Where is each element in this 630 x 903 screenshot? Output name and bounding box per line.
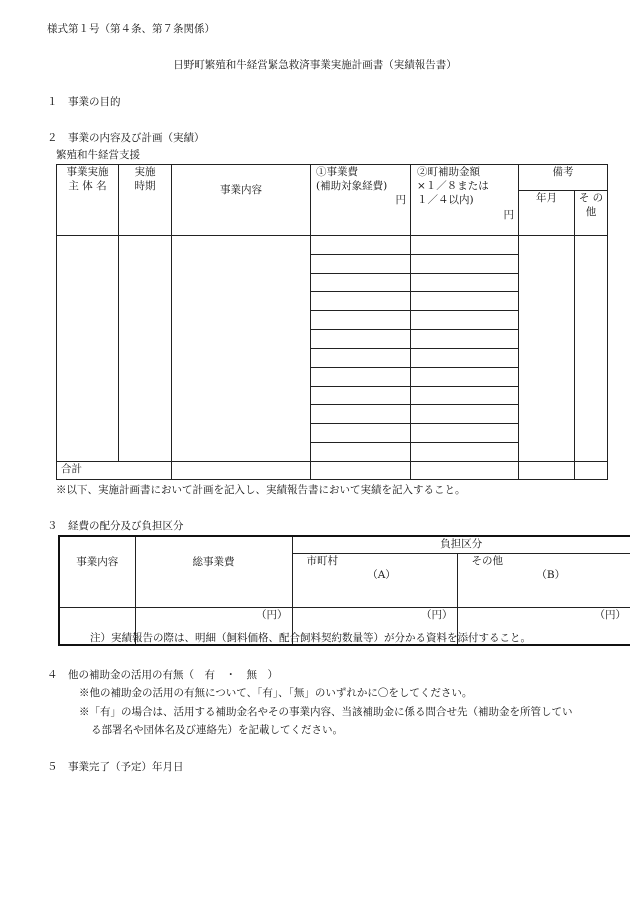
col-period-header: 実施 時期 bbox=[119, 165, 172, 236]
document-title: 日野町繁殖和牛経営緊急救済事業実施計画書（実績報告書） bbox=[173, 59, 457, 71]
col-remarks-year-header: 年月 bbox=[519, 191, 575, 236]
section4-heading: ４ 他の補助金の活用の有無（ 有 ・ 無 ） bbox=[47, 669, 278, 681]
section1-heading: １ 事業の目的 bbox=[47, 96, 121, 108]
burden-col-other-header: その他 （B） bbox=[457, 554, 630, 608]
burden-city-cell[interactable]: （円） bbox=[292, 608, 457, 646]
col-cost-header: ①事業費 (補助対象経費) 円 bbox=[311, 165, 411, 236]
plan-table bbox=[56, 164, 608, 480]
col-subsidy-header: ②町補助金額 ×１／８または １／４以内) 円 bbox=[411, 165, 519, 236]
remarks-year-cell[interactable] bbox=[519, 236, 575, 462]
burden-total-cell[interactable]: （円） bbox=[135, 608, 292, 646]
content-cell[interactable] bbox=[172, 236, 311, 462]
entity-cell[interactable] bbox=[57, 236, 119, 462]
col-remarks-header: 備考 bbox=[519, 165, 608, 191]
section4-note2-line1: ※「有」の場合は、活用する補助金名やその事業内容、当該補助金に係る問合せ先（補助金を所管してい bbox=[79, 706, 573, 718]
col-entity-header: 事業実施 主 体 名 bbox=[57, 165, 119, 236]
section2-note: ※以下、実施計画書において計画を記入し、実績報告書において実績を記入すること。 bbox=[56, 484, 466, 496]
period-cell[interactable] bbox=[119, 236, 172, 462]
burden-col-content-header: 事業内容 bbox=[59, 536, 135, 608]
section4-note1: ※他の補助金の活用の有無について、「有」、「無」のいずれかに〇をしてください。 bbox=[79, 687, 473, 699]
total-row bbox=[57, 462, 608, 480]
burden-other-cell[interactable]: （円） bbox=[457, 608, 630, 646]
remarks-other-cell[interactable] bbox=[575, 236, 608, 462]
section2-subheading: 繁殖和牛経営支援 bbox=[56, 149, 140, 161]
section2-heading: ２ 事業の内容及び計画（実績） bbox=[47, 132, 205, 144]
total-label: 合計 bbox=[57, 462, 172, 480]
burden-col-total-header: 総事業費 bbox=[135, 536, 292, 608]
burden-col-header: 負担区分 bbox=[292, 536, 630, 554]
section4-note2-line2: る部署名や団体名及び連絡先）を記載してください。 bbox=[91, 724, 343, 736]
burden-table bbox=[58, 535, 630, 646]
col-content-header: 事業内容 bbox=[172, 165, 311, 236]
burden-col-city-header: 市町村 （A） bbox=[292, 554, 457, 608]
form-number: 様式第１号（第４条、第７条関係） bbox=[47, 23, 215, 35]
section3-note: 注）実績報告の際は、明細（飼料価格、配合飼料契約数量等）が分かる資料を添付すること。 bbox=[90, 632, 531, 644]
col-remarks-other-header: そ の 他 bbox=[575, 191, 608, 236]
table-row bbox=[57, 236, 608, 255]
section5-heading: ５ 事業完了（予定）年月日 bbox=[47, 761, 184, 773]
section3-heading: ３ 経費の配分及び負担区分 bbox=[47, 520, 184, 532]
